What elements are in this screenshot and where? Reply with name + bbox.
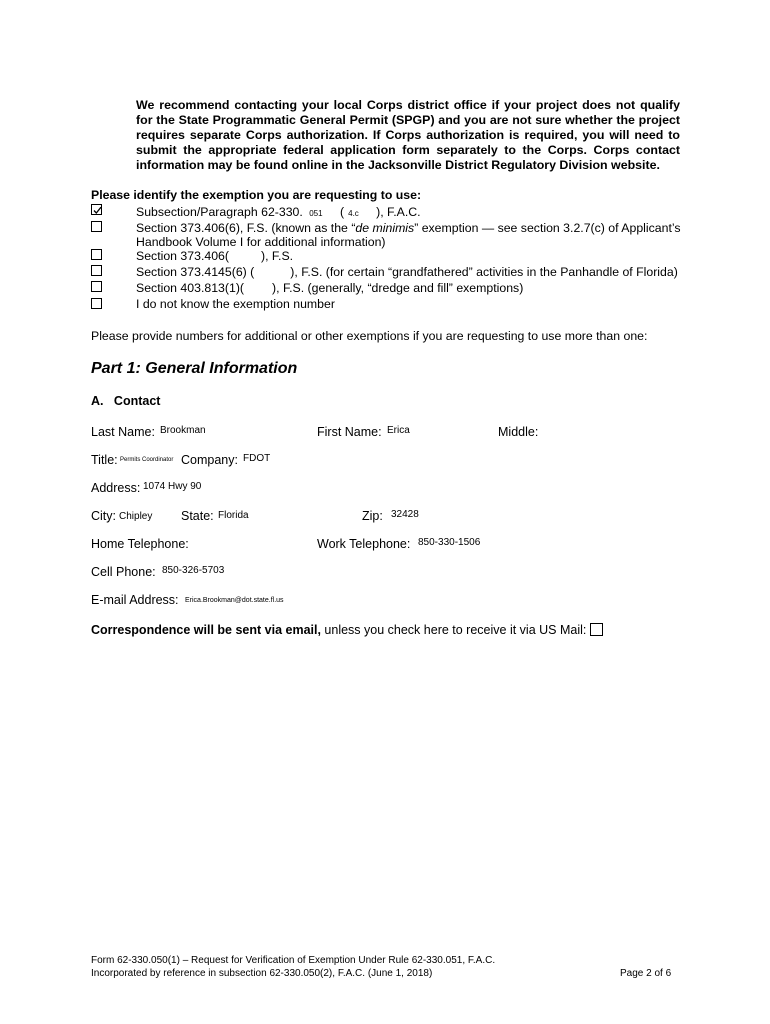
notice-line-2: for the State Programmatic General Permit (SPGP) and you are not sure whether the project: [136, 113, 680, 127]
cell-phone-field[interactable]: 850-326-5703: [162, 565, 225, 576]
option-3-text-a: Section 373.406(: [136, 249, 229, 263]
work-telephone-label: Work Telephone:: [317, 537, 411, 551]
zip-field[interactable]: 32428: [391, 509, 419, 520]
cell-phone-label: Cell Phone:: [91, 565, 156, 579]
option-2-text-b: ” exemption — see section 3.2.7(c) of Applicant’s: [414, 221, 681, 235]
option-3-text-b: ), F.S.: [260, 249, 294, 263]
email-label: E-mail Address:: [91, 593, 179, 607]
option-1-subparagraph[interactable]: 4.c: [348, 209, 359, 218]
exemption-option-2-line-1: [136, 221, 681, 235]
part-1-title: Part 1: General Information: [91, 360, 298, 377]
exemption-option-4: [136, 265, 678, 279]
last-name-field[interactable]: Brookman: [160, 425, 206, 436]
work-telephone-field[interactable]: 850-330-1506: [418, 537, 481, 548]
exemption-option-2-line-2: Handbook Volume I for additional information): [136, 235, 386, 249]
first-name-field[interactable]: Erica: [387, 425, 410, 436]
option-5-text-a: Section 403.813(1)(: [136, 281, 245, 295]
option-4-text-b: ), F.S. (for certain “grandfathered” activities in the Panhandle of Florida): [290, 265, 678, 279]
correspondence-bold: Correspondence will be sent via email,: [91, 623, 321, 637]
notice-line-5: information may be found online in the Jacksonville District Regulatory Division website.: [136, 158, 660, 172]
title-field[interactable]: Permits Coordinator: [120, 457, 174, 463]
option-1-text: Subsection/Paragraph 62-330.: [136, 205, 303, 219]
correspondence-text: unless you check here to receive it via US Mail:: [320, 623, 587, 637]
exemption-checkbox-1[interactable]: [91, 204, 102, 215]
page-number: Page 2 of 6: [620, 968, 672, 979]
last-name-label: Last Name:: [91, 425, 155, 439]
title-label: Title:: [91, 453, 118, 467]
corps-notice: [136, 98, 680, 173]
middle-label: Middle:: [498, 425, 539, 439]
state-field[interactable]: Florida: [218, 510, 249, 521]
state-label: State:: [181, 509, 214, 523]
exemption-checkbox-5[interactable]: [91, 281, 102, 292]
company-field[interactable]: FDOT: [243, 453, 271, 464]
home-telephone-label: Home Telephone:: [91, 537, 189, 551]
footer-incorporated-line: Incorporated by reference in subsection 62-330.050(2), F.A.C. (June 1, 2018): [91, 968, 433, 979]
zip-label: Zip:: [362, 509, 383, 523]
notice-line-1: We recommend contacting your local Corps district office if your project does not qualify: [136, 98, 680, 112]
exemption-heading: Please identify the exemption you are requesting to use:: [91, 188, 422, 202]
option-5-text-b: ), F.S. (generally, “dredge and fill” exemptions): [272, 281, 524, 295]
email-field[interactable]: Erica.Brookman@dot.state.fl.us: [185, 597, 284, 604]
exemption-option-1: [136, 205, 421, 219]
exemption-option-6: I do not know the exemption number: [136, 297, 335, 311]
company-label: Company:: [181, 453, 238, 467]
address-field[interactable]: 1074 Hwy 90: [143, 481, 202, 492]
correspondence-line: [91, 623, 586, 637]
first-name-label: First Name:: [317, 425, 382, 439]
footer-form-line: Form 62-330.050(1) – Request for Verification of Exemption Under Rule 62-330.051, F.A.C.: [91, 955, 496, 966]
section-a-heading: A. Contact: [91, 394, 161, 408]
option-4-text-a: Section 373.4145(6) (: [136, 265, 255, 279]
option-2-italic: de minimis: [355, 221, 415, 235]
option-2-text-a: Section 373.406(6), F.S. (known as the “: [136, 221, 356, 235]
notice-line-3: requires separate Corps authorization. If Corps authorization is required, you will need to: [136, 128, 680, 142]
exemption-checkbox-2[interactable]: [91, 221, 102, 232]
additional-exemptions-prompt: Please provide numbers for additional or other exemptions if you are requesting to use more than one:: [91, 329, 648, 343]
exemption-option-5: [136, 281, 523, 295]
notice-line-4: submit the appropriate federal application form separately to the Corps. Corps contact: [136, 143, 680, 157]
exemption-checkbox-3[interactable]: [91, 249, 102, 260]
address-label: Address:: [91, 481, 141, 495]
exemption-checkbox-4[interactable]: [91, 265, 102, 276]
home-telephone-field[interactable]: [195, 537, 305, 551]
option-1-suffix: ), F.A.C.: [376, 205, 421, 219]
city-field[interactable]: Chipley: [119, 511, 153, 522]
middle-field[interactable]: [545, 425, 675, 439]
exemption-checkbox-6[interactable]: [91, 298, 102, 309]
option-1-paragraph[interactable]: 051: [309, 209, 323, 218]
option-1-open-paren: (: [340, 205, 345, 219]
exemption-option-3: [136, 249, 293, 263]
us-mail-checkbox[interactable]: [590, 623, 603, 636]
checkmark-icon: [92, 205, 103, 216]
city-label: City:: [91, 509, 116, 523]
